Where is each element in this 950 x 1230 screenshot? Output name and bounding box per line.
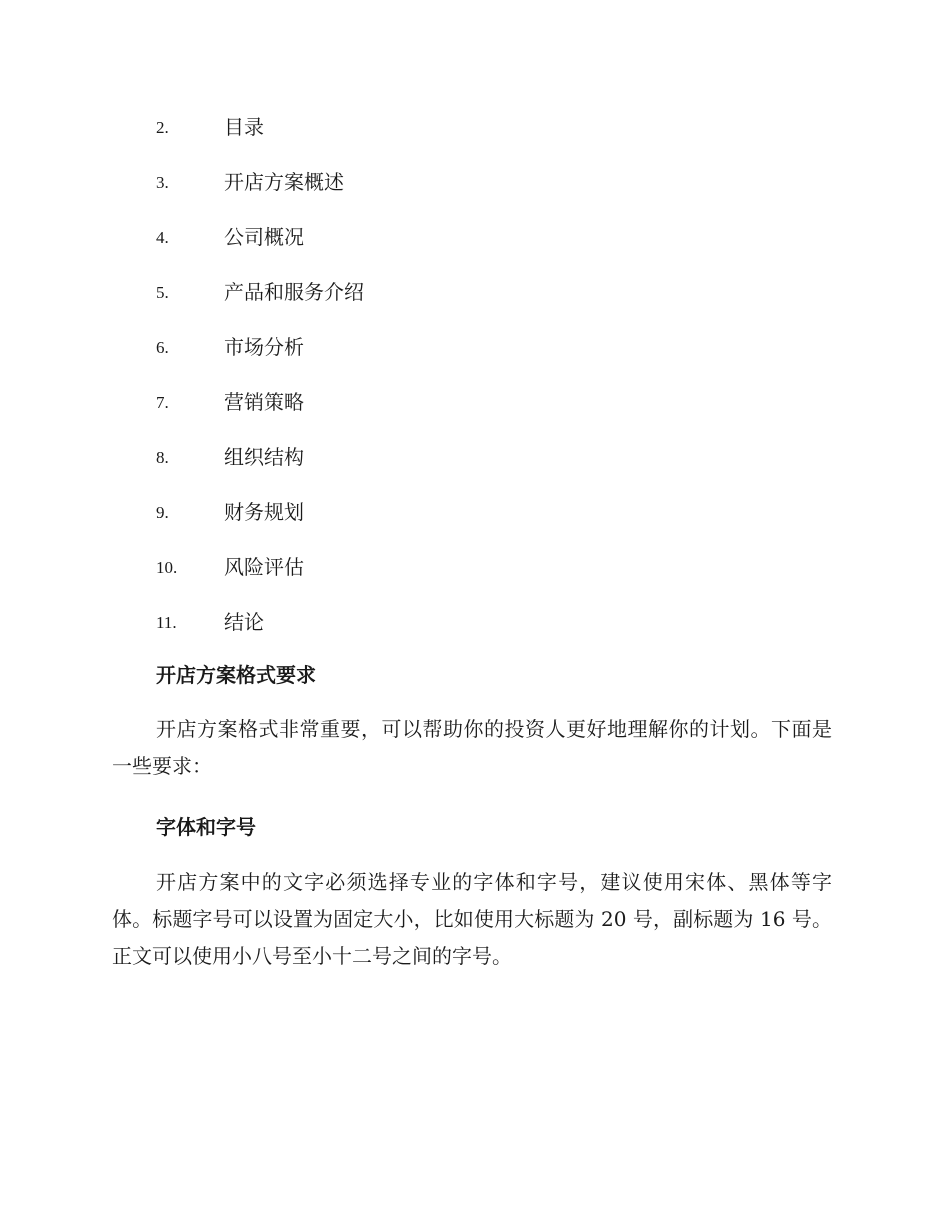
toc-item-text: 产品和服务介绍 [224, 280, 364, 304]
toc-item-text: 市场分析 [224, 335, 304, 359]
toc-item-number: 10. [156, 558, 178, 577]
toc-item-text: 目录 [224, 115, 264, 139]
toc-item-text: 结论 [224, 610, 264, 634]
section-heading-format-requirements: 开店方案格式要求 [156, 663, 316, 687]
toc-item-number: 4. [156, 228, 169, 247]
toc-item-number: 3. [156, 173, 169, 192]
toc-item [156, 277, 836, 332]
toc-item-number: 6. [156, 338, 169, 357]
toc-item [156, 442, 836, 497]
toc-item-text: 营销策略 [224, 390, 304, 414]
toc-item [156, 552, 836, 607]
toc-item-number: 5. [156, 283, 169, 302]
toc-item-number: 9. [156, 503, 169, 522]
toc-item [156, 497, 836, 552]
toc-item-text: 开店方案概述 [224, 170, 344, 194]
toc-item [156, 167, 836, 222]
toc-item-text: 财务规划 [224, 500, 304, 524]
table-of-contents [156, 112, 836, 662]
toc-item [156, 332, 836, 387]
toc-item [156, 222, 836, 277]
toc-item-number: 8. [156, 448, 169, 467]
toc-item-number: 7. [156, 393, 169, 412]
toc-item-text: 组织结构 [224, 445, 304, 469]
toc-item-text: 公司概况 [224, 225, 304, 249]
toc-item-number: 11. [156, 613, 177, 632]
section-paragraph-format-requirements: 开店方案格式非常重要，可以帮助你的投资人更好地理解你的计划。下面是一些要求： [112, 717, 832, 778]
toc-item-number: 2. [156, 118, 169, 137]
toc-item [156, 607, 836, 662]
toc-item [156, 112, 836, 167]
toc-item [156, 387, 836, 442]
section-heading-font-and-size: 字体和字号 [156, 815, 256, 839]
toc-item-text: 风险评估 [224, 555, 304, 579]
section-paragraph-font-and-size: 开店方案中的文字必须选择专业的字体和字号，建议使用宋体、黑体等字体。标题字号可以设置为固定大小，比如使用大标题为 20 号，副标题为 16 号。正文可以使用小八号至小十二号之间的字号。 [112, 870, 832, 968]
